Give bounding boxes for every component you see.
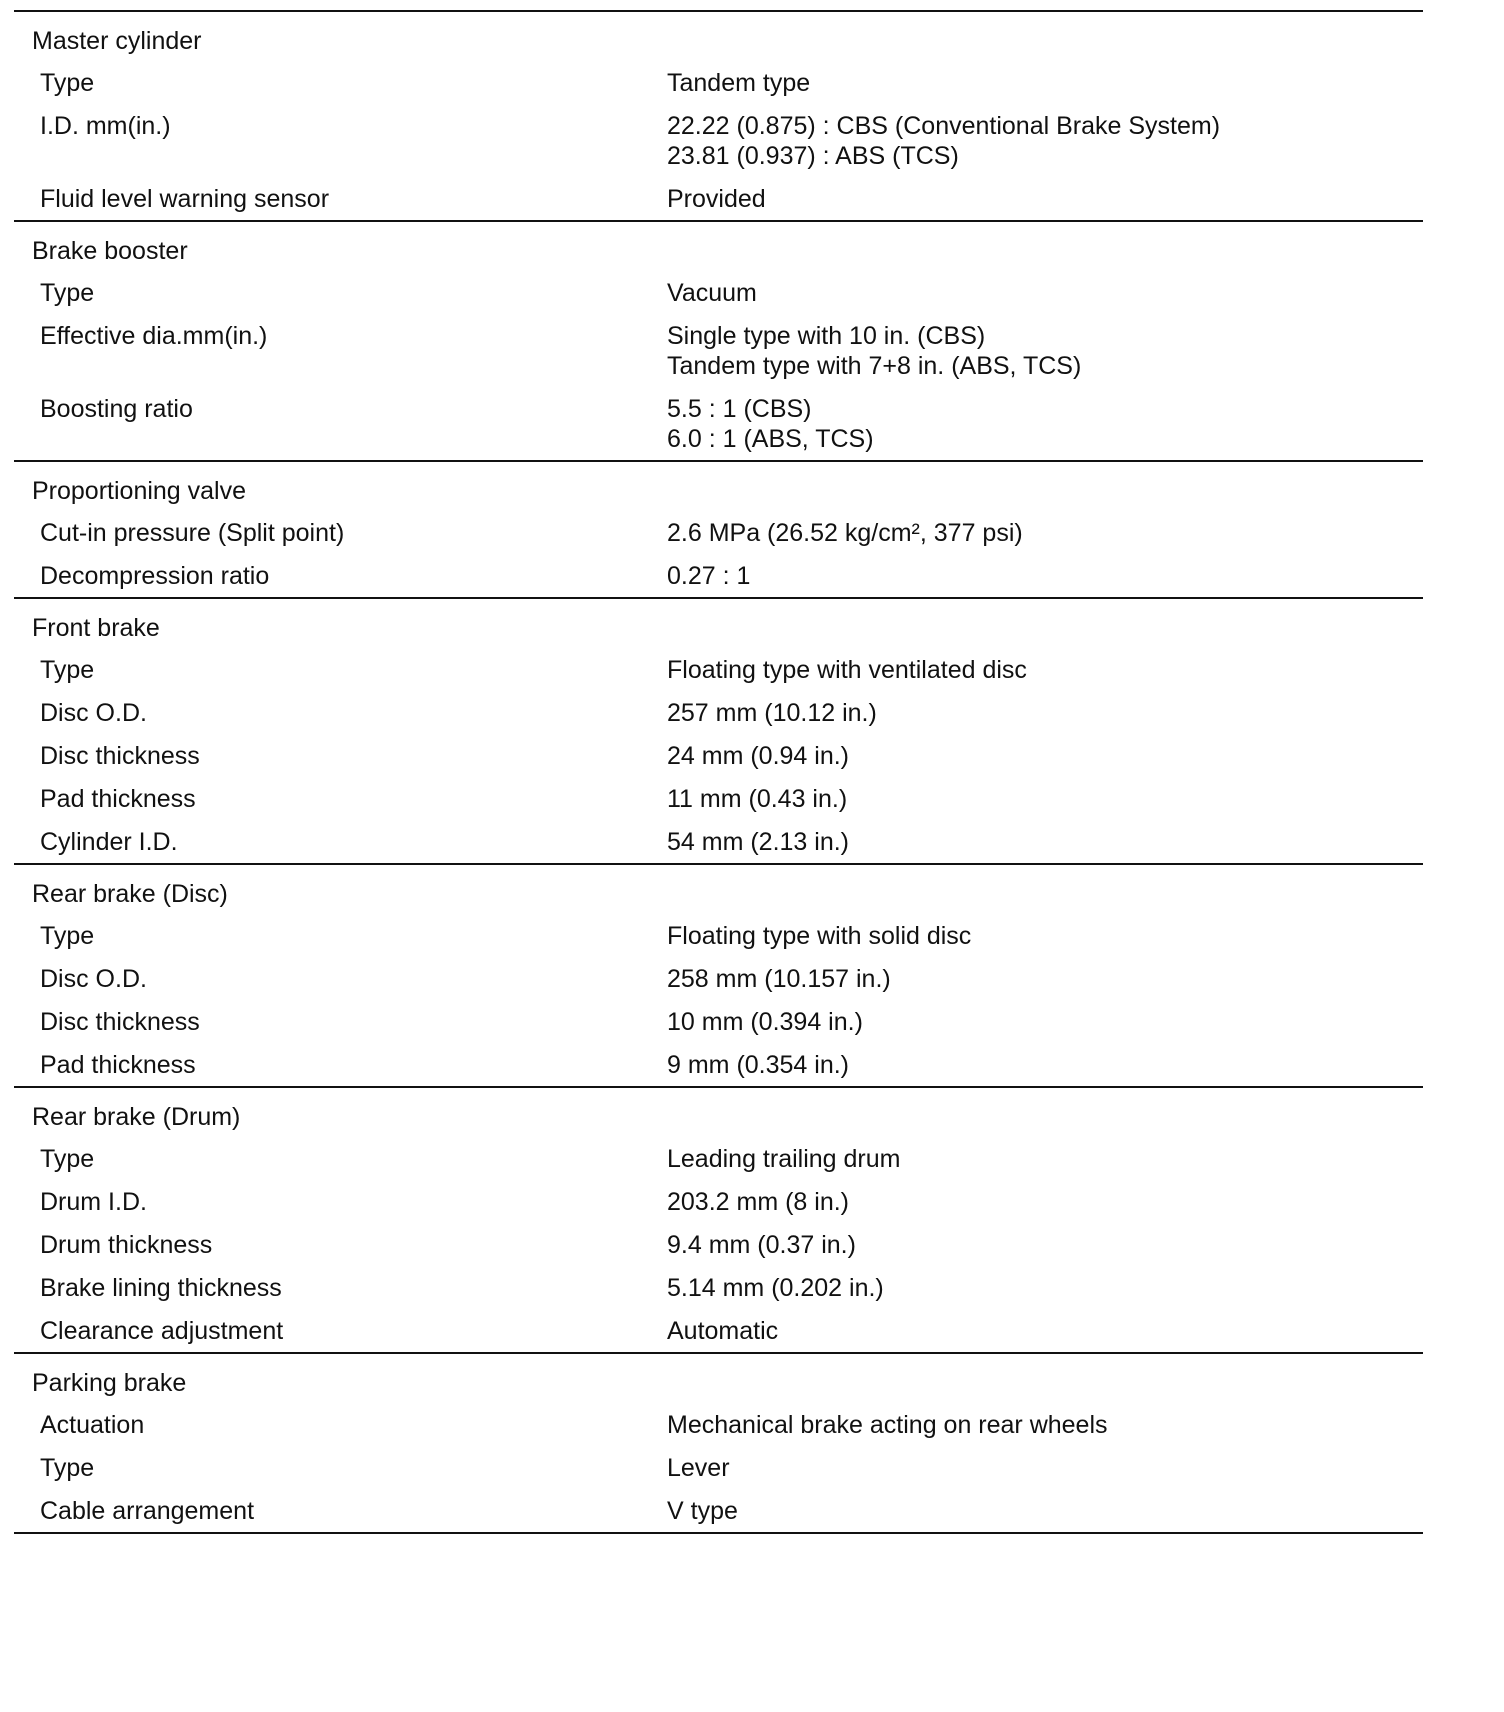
value-line: 5.5 : 1 (CBS): [667, 395, 812, 423]
section-title: Brake booster: [32, 237, 188, 265]
spec-value: [667, 1144, 1423, 1174]
value-line: Floating type with ventilated disc: [667, 656, 1027, 684]
section-title: Parking brake: [32, 1369, 187, 1397]
spec-label: Actuation: [40, 1411, 145, 1439]
spec-row: [14, 387, 1423, 460]
section-title: Master cylinder: [32, 27, 202, 55]
spec-label: Type: [40, 279, 95, 307]
value-line: Leading trailing drum: [667, 1145, 901, 1173]
spec-value: [667, 1316, 1423, 1346]
spec-label: Cable arrangement: [40, 1497, 255, 1525]
spec-label: Disc O.D.: [40, 699, 147, 727]
value-line: 9 mm (0.354 in.): [667, 1051, 850, 1079]
spec-label: Fluid level warning sensor: [40, 185, 330, 213]
spec-label: Brake lining thickness: [40, 1274, 282, 1302]
value-line: 22.22 (0.875) : CBS (Conventional Brake System): [667, 112, 1221, 140]
spec-value: [667, 394, 1423, 454]
spec-row: [14, 777, 1423, 820]
value-line: 257 mm (10.12 in.): [667, 699, 877, 727]
spec-row: [14, 511, 1423, 554]
spec-label: Cylinder I.D.: [40, 828, 178, 856]
spec-label: Type: [40, 656, 95, 684]
spec-value: [667, 1273, 1423, 1303]
value-line: 6.0 : 1 (ABS, TCS): [667, 425, 874, 453]
spec-row: [14, 1266, 1423, 1309]
section-master-cylinder: [14, 10, 1423, 220]
spec-row: [14, 734, 1423, 777]
spec-value: [667, 1496, 1423, 1526]
spec-label: Disc thickness: [40, 742, 200, 770]
value-line: 203.2 mm (8 in.): [667, 1188, 850, 1216]
value-line: Provided: [667, 185, 766, 213]
value-line: Vacuum: [667, 279, 757, 307]
spec-label: Type: [40, 922, 95, 950]
spec-value: [667, 321, 1423, 381]
value-line: Mechanical brake acting on rear wheels: [667, 1411, 1108, 1439]
spec-row: [14, 1446, 1423, 1489]
section-parking-brake: [14, 1352, 1423, 1534]
value-line: 9.4 mm (0.37 in.): [667, 1231, 856, 1259]
spec-row: [14, 314, 1423, 387]
section-title: Front brake: [32, 614, 160, 642]
spec-value: [667, 111, 1423, 171]
spec-value: [667, 1410, 1423, 1440]
spec-label: Effective dia.mm(in.): [40, 322, 268, 350]
spec-row: [14, 820, 1423, 863]
spec-row: [14, 271, 1423, 314]
spec-value: [667, 1453, 1423, 1483]
value-line: 10 mm (0.394 in.): [667, 1008, 863, 1036]
spec-row: [14, 1223, 1423, 1266]
spec-value: [667, 741, 1423, 771]
spec-row: [14, 957, 1423, 1000]
spec-row: [14, 61, 1423, 104]
spec-row: [14, 1309, 1423, 1352]
spec-value: [667, 698, 1423, 728]
spec-row: [14, 1489, 1423, 1532]
spec-table: [14, 10, 1423, 1534]
spec-row: [14, 1180, 1423, 1223]
section-rear-brake-drum: [14, 1086, 1423, 1352]
spec-value: [667, 68, 1423, 98]
spec-value: [667, 827, 1423, 857]
spec-label: Clearance adjustment: [40, 1317, 284, 1345]
spec-value: [667, 518, 1423, 548]
spec-label: Decompression ratio: [40, 562, 270, 590]
value-line: Tandem type with 7+8 in. (ABS, TCS): [667, 352, 1082, 380]
value-line: 258 mm (10.157 in.): [667, 965, 891, 993]
spec-row: [14, 554, 1423, 597]
spec-row: [14, 1043, 1423, 1086]
section-rear-brake-disc: [14, 863, 1423, 1086]
spec-value: [667, 1230, 1423, 1260]
spec-label: Type: [40, 69, 95, 97]
spec-row: [14, 648, 1423, 691]
spec-label: Cut-in pressure (Split point): [40, 519, 345, 547]
spec-label: I.D. mm(in.): [40, 112, 171, 140]
section-proportioning-valve: [14, 460, 1423, 597]
value-line: 54 mm (2.13 in.): [667, 828, 850, 856]
section-front-brake: [14, 597, 1423, 863]
value-line: Single type with 10 in. (CBS): [667, 322, 986, 350]
value-line: 11 mm (0.43 in.): [667, 785, 848, 813]
spec-row: [14, 1000, 1423, 1043]
spec-value: [667, 561, 1423, 591]
spec-row: [14, 691, 1423, 734]
spec-value: [667, 655, 1423, 685]
spec-row: [14, 177, 1423, 220]
spec-label: Disc thickness: [40, 1008, 200, 1036]
value-line: V type: [667, 1497, 738, 1525]
section-title: Rear brake (Disc): [32, 880, 228, 908]
spec-value: [667, 921, 1423, 951]
spec-value: [667, 184, 1423, 214]
section-brake-booster: [14, 220, 1423, 460]
spec-label: Drum I.D.: [40, 1188, 147, 1216]
spec-label: Pad thickness: [40, 785, 196, 813]
value-line: Floating type with solid disc: [667, 922, 972, 950]
value-line: 2.6 MPa (26.52 kg/cm², 377 psi): [667, 519, 1023, 547]
spec-row: [14, 914, 1423, 957]
spec-value: [667, 278, 1423, 308]
spec-label: Drum thickness: [40, 1231, 213, 1259]
spec-value: [667, 1007, 1423, 1037]
spec-value: [667, 964, 1423, 994]
spec-label: Type: [40, 1454, 95, 1482]
spec-row: [14, 1403, 1423, 1446]
value-line: 24 mm (0.94 in.): [667, 742, 850, 770]
value-line: Tandem type: [667, 69, 811, 97]
value-line: Automatic: [667, 1317, 779, 1345]
spec-value: [667, 1187, 1423, 1217]
spec-row: [14, 104, 1423, 177]
spec-value: [667, 784, 1423, 814]
spec-label: Pad thickness: [40, 1051, 196, 1079]
section-title: Proportioning valve: [32, 477, 247, 505]
spec-label: Boosting ratio: [40, 395, 193, 423]
spec-row: [14, 1137, 1423, 1180]
value-line: 23.81 (0.937) : ABS (TCS): [667, 142, 959, 170]
value-line: Lever: [667, 1454, 730, 1482]
value-line: 0.27 : 1: [667, 562, 751, 590]
section-title: Rear brake (Drum): [32, 1103, 241, 1131]
spec-label: Disc O.D.: [40, 965, 147, 993]
value-line: 5.14 mm (0.202 in.): [667, 1274, 884, 1302]
spec-value: [667, 1050, 1423, 1080]
spec-label: Type: [40, 1145, 95, 1173]
